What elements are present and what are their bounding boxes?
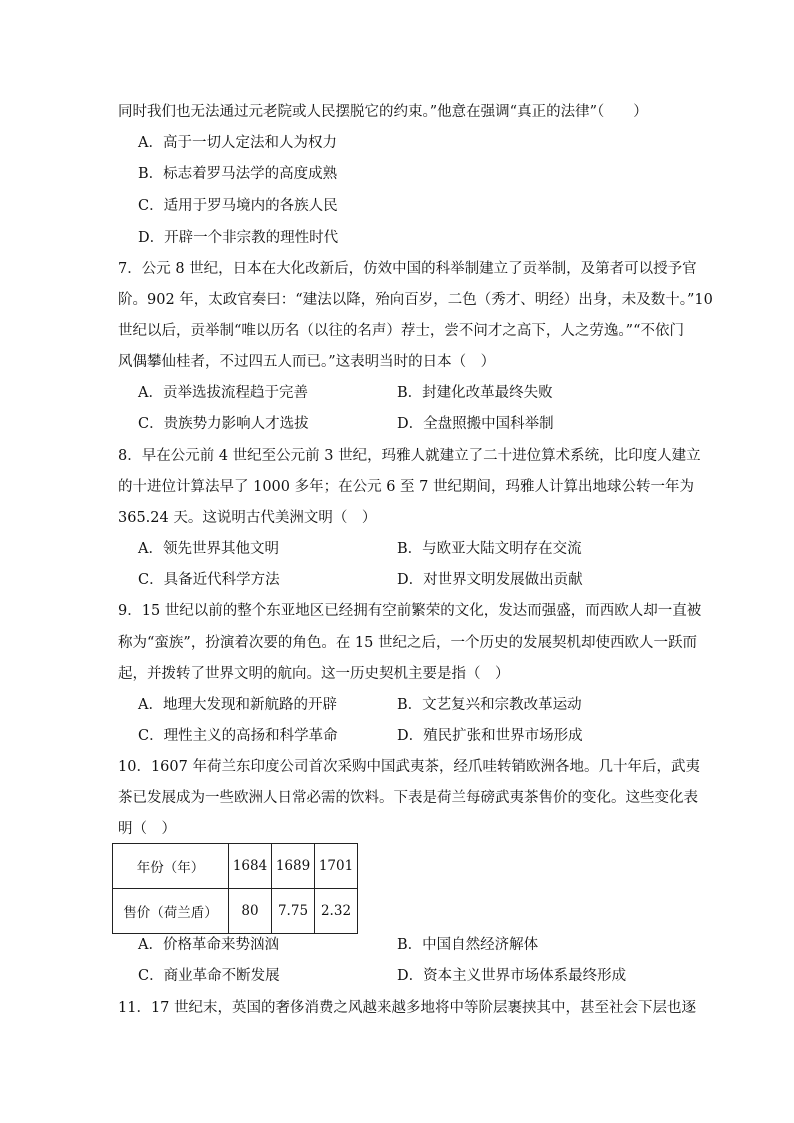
tea-price-table <box>112 843 358 934</box>
q10-option-d: D．资本主义世界市场体系最终形成 <box>397 968 627 984</box>
q11-stem-line: 11．17 世纪末，英国的奢侈消费之风越来越多地将中等阶层裹挟其中，甚至社会下层也逐 <box>118 1000 697 1016</box>
q9-option-a: A．地理大发现和新航路的开辟 <box>138 697 337 713</box>
q8-option-b: B．与欧亚大陆文明存在交流 <box>397 541 582 557</box>
table-cell: 1701 <box>315 844 358 889</box>
q8-option-a: A．领先世界其他文明 <box>138 541 279 557</box>
q7-option-c: C．贵族势力影响人才选拔 <box>138 416 309 432</box>
q10-stem-line: 10．1607 年荷兰东印度公司首次采购中国武夷茶，经爪哇转销欧洲各地。几十年后，武夷 <box>118 759 700 775</box>
q7-option-d: D．全盘照搬中国科举制 <box>397 416 554 432</box>
table-cell: 1684 <box>229 844 272 889</box>
q10-stem-line: 明（ ） <box>118 821 176 837</box>
q8-option-d: D．对世界文明发展做出贡献 <box>397 572 583 588</box>
q9-option-c: C．理性主义的高扬和科学革命 <box>138 728 338 744</box>
q10-option-c: C．商业革命不断发展 <box>138 968 280 984</box>
q6-option-b: B．标志着罗马法学的高度成熟 <box>138 166 338 182</box>
q7-option-b: B．封建化改革最终失败 <box>397 385 553 401</box>
q9-option-d: D．殖民扩张和世界市场形成 <box>397 728 583 744</box>
q9-option-b: B．文艺复兴和宗教改革运动 <box>397 697 582 713</box>
table-row <box>113 889 358 934</box>
q7-stem-line: 7．公元 8 世纪，日本在大化改新后，仿效中国的科举制建立了贡举制，及第者可以授予官 <box>118 261 697 277</box>
q8-stem-line: 8．早在公元前 4 世纪至公元前 3 世纪，玛雅人就建立了二十进位算术系统，比印度人建立 <box>118 448 701 464</box>
q8-stem-line: 365.24 天。这说明古代美洲文明（ ） <box>118 510 377 526</box>
table-cell-year-header: 年份（年） <box>113 844 229 889</box>
q9-stem-line: 9．15 世纪以前的整个东亚地区已经拥有空前繁荣的文化，发达而强盛，而西欧人却一直被 <box>118 603 702 619</box>
table-cell: 80 <box>229 889 272 934</box>
table-cell: 2.32 <box>315 889 358 934</box>
table-cell: 7.75 <box>272 889 315 934</box>
q10-stem-line: 茶已发展成为一些欧洲人日常必需的饮料。下表是荷兰每磅武夷茶售价的变化。这些变化表 <box>118 790 698 806</box>
q8-option-c: C．具备近代科学方法 <box>138 572 280 588</box>
table-cell: 1689 <box>272 844 315 889</box>
q7-option-a: A．贡举选拔流程趋于完善 <box>138 385 308 401</box>
q10-option-b: B．中国自然经济解体 <box>397 937 539 953</box>
q6-option-d: D．开辟一个非宗教的理性时代 <box>138 230 339 246</box>
q10-option-a: A．价格革命来势汹汹 <box>138 937 279 953</box>
q6-option-a: A．高于一切人定法和人为权力 <box>138 135 337 151</box>
q7-stem-line: 风偶攀仙桂者，不过四五人而已。”这表明当时的日本（ ） <box>118 354 496 370</box>
table-row <box>113 844 358 889</box>
q8-stem-line: 的十进位计算法早了 1000 多年；在公元 6 至 7 世纪期间，玛雅人计算出地球公转一年为 <box>118 479 695 495</box>
q6-option-c: C．适用于罗马境内的各族人民 <box>138 198 338 214</box>
q6-stem-line: 同时我们也无法通过元老院或人民摆脱它的约束。”他意在强调“真正的法律”（ ） <box>118 104 648 120</box>
table-cell-price-header: 售价（荷兰盾） <box>113 889 229 934</box>
q7-stem-line: 阶。902 年，太政官奏曰：“建法以降，殆向百岁，二色（秀才、明经）出身，未及数十。”10 <box>118 292 713 308</box>
q9-stem-line: 称为“蛮族”，扮演着次要的角色。在 15 世纪之后，一个历史的发展契机却使西欧人一跃而 <box>118 635 697 651</box>
q7-stem-line: 世纪以后，贡举制“唯以历名（以往的名声）荐士，尝不问才之高下，人之劳逸。”“不依门 <box>118 323 684 339</box>
q9-stem-line: 起，并拨转了世界文明的航向。这一历史契机主要是指（ ） <box>118 666 510 682</box>
